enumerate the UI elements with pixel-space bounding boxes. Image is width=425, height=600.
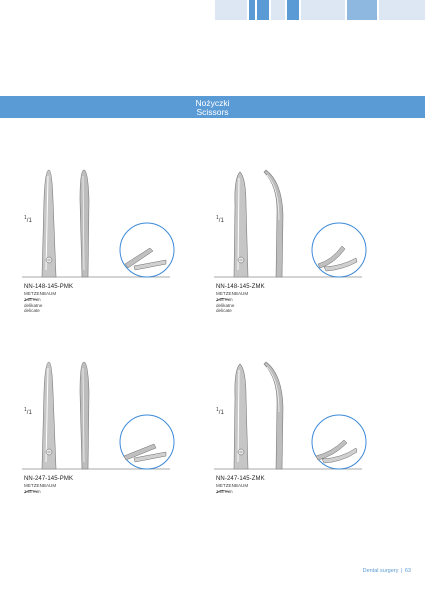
- product-length: 145 mm: [216, 489, 233, 494]
- page-footer: [363, 568, 411, 574]
- product-code: NN-247-145-ZMK: [216, 476, 265, 482]
- note-en: delicate: [24, 308, 40, 313]
- footer-section: Dental surgery: [362, 568, 399, 574]
- footer-separator: |: [399, 568, 404, 574]
- scale-denominator: 1: [220, 218, 224, 224]
- scale-numerator: 1: [216, 407, 219, 413]
- scale-numerator: 1: [216, 215, 219, 221]
- scissors-straight-illustration: [22, 352, 212, 532]
- product-card: [22, 160, 212, 340]
- curved-ruler-icon: [24, 489, 38, 494]
- product-card: [214, 352, 404, 532]
- page-number: 63: [404, 568, 411, 574]
- top-decor-block-6: [301, 0, 345, 20]
- note-en: delicate: [216, 308, 232, 313]
- product-code: NN-247-145-PMK: [24, 476, 74, 482]
- scale-label: $^1$/1: [216, 407, 224, 416]
- scale-label: $^1$/1: [24, 407, 32, 416]
- section-title-pl: Nożyczki: [195, 98, 230, 108]
- top-decor-block-2: [249, 0, 255, 20]
- curved-ruler-icon: [24, 297, 38, 302]
- product-name: METZENBAUM: [216, 291, 249, 296]
- scale-numerator: 1: [24, 215, 27, 221]
- top-decor-block-4: [271, 0, 285, 20]
- product-name: METZENBAUM: [24, 291, 57, 296]
- top-decor-block-3: [257, 0, 269, 20]
- product-length: 145 mm: [216, 297, 233, 302]
- scissors-curved-illustration: [214, 160, 404, 340]
- curved-ruler-icon: [216, 297, 230, 302]
- length-row: [216, 489, 233, 494]
- length-row: [24, 489, 41, 494]
- product-code: NN-148-145-ZMK: [216, 284, 265, 290]
- product-name: METZENBAUM: [216, 483, 249, 488]
- product-length: 145 mm: [24, 489, 41, 494]
- top-decor-block-1: [215, 0, 247, 20]
- product-length: 145 mm: [24, 297, 41, 302]
- note-pl: delikatne: [24, 303, 43, 308]
- scale-label: $^1$/1: [24, 215, 32, 224]
- scissors-straight-illustration: [22, 160, 212, 340]
- top-decor-block-7: [347, 0, 377, 20]
- scale-label: $^1$/1: [216, 215, 224, 224]
- length-row: [24, 297, 41, 302]
- product-code: NN-148-145-PMK: [24, 284, 74, 290]
- product-name: METZENBAUM: [24, 483, 57, 488]
- top-decor-block-8: [379, 0, 425, 20]
- scale-denominator: 1: [28, 218, 32, 224]
- note-pl: delikatne: [216, 303, 235, 308]
- scale-numerator: 1: [24, 407, 27, 413]
- length-row: [216, 297, 233, 302]
- product-card: [22, 352, 212, 532]
- curved-ruler-icon: [216, 489, 230, 494]
- scale-denominator: 1: [220, 410, 224, 416]
- scale-denominator: 1: [28, 410, 32, 416]
- section-title-en: Scissors: [196, 107, 229, 117]
- top-decor-block-5: [287, 0, 299, 20]
- scissors-curved-illustration: [214, 352, 404, 532]
- product-card: [214, 160, 404, 340]
